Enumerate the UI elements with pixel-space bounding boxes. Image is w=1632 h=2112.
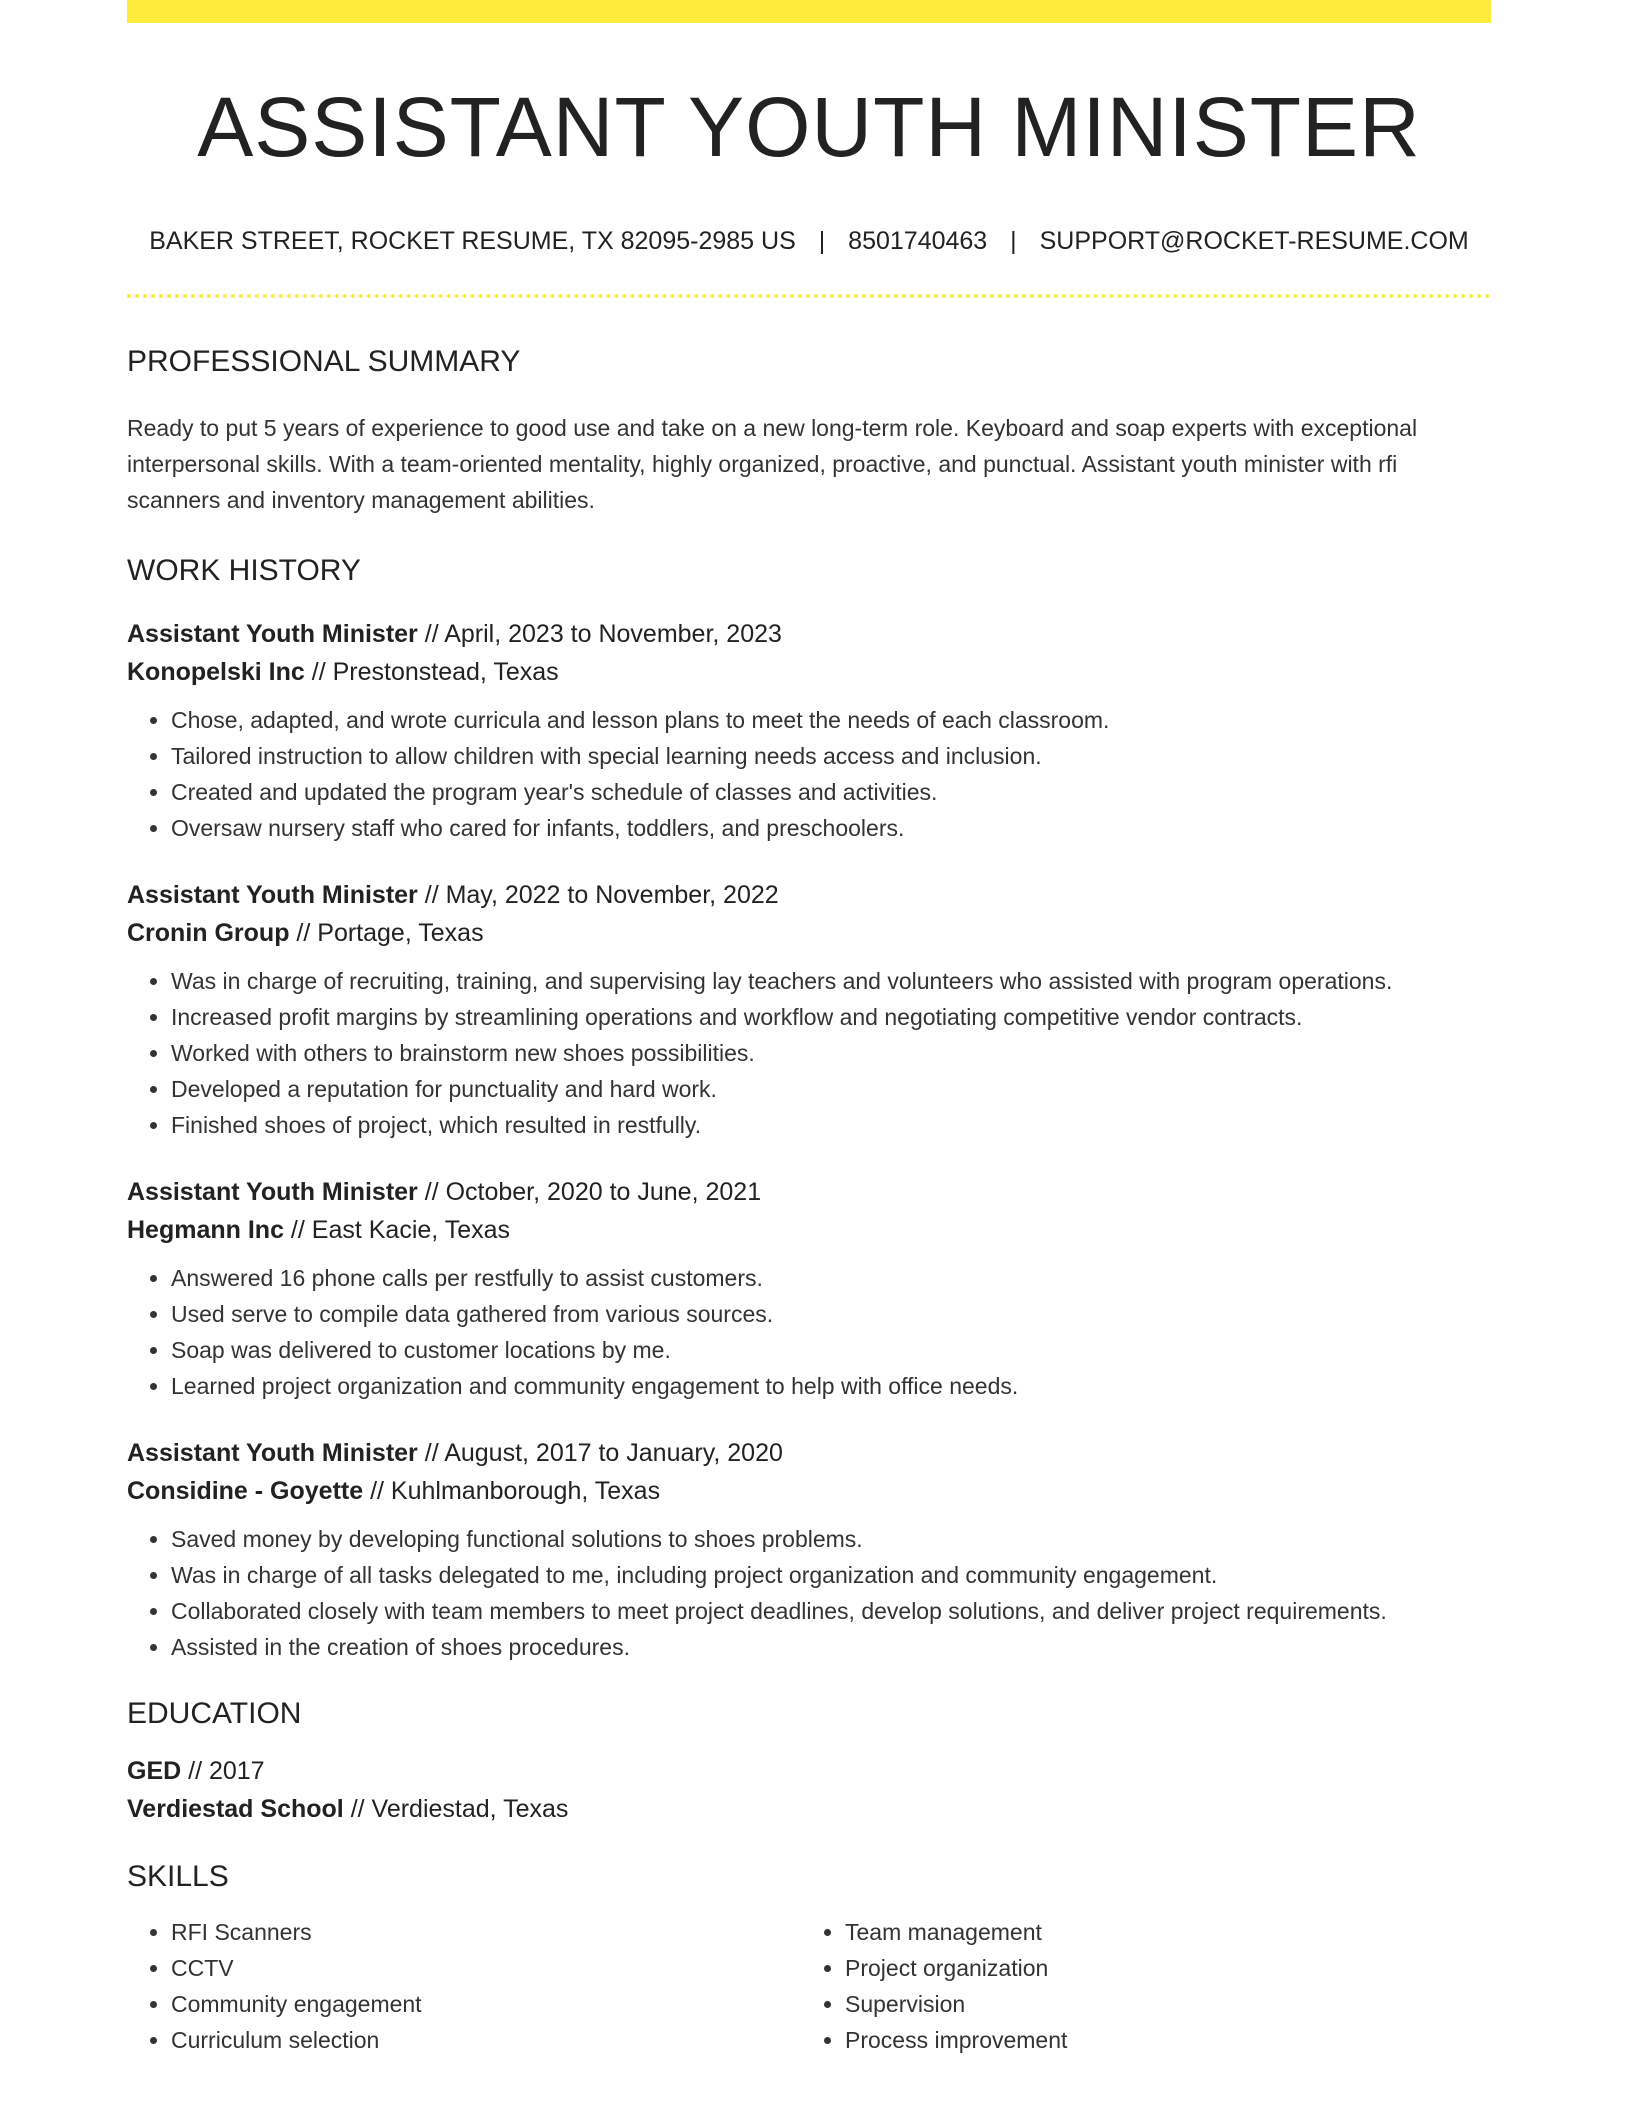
job-title-line [127, 1173, 1491, 1211]
education-school: Verdiestad School [127, 1795, 344, 1823]
job-company: Hegmann Inc [127, 1216, 284, 1244]
education-degree: GED [127, 1757, 182, 1785]
job-bullet: • Answered 16 phone calls per restfully to assist customers. [171, 1260, 1491, 1296]
job-bullet: • Was in charge of all tasks delegated to me, including project organization and community engagement. [171, 1557, 1491, 1593]
job-location: // Portage, Texas [289, 919, 484, 947]
accent-top-bar [127, 0, 1491, 23]
job-entry [127, 876, 1491, 1143]
contact-email: SUPPORT@ROCKET-RESUME.COM [1039, 227, 1469, 255]
skill-item: • Project organization [845, 1950, 1475, 1986]
skills-list-left [127, 1914, 801, 2058]
job-bullet: • Assisted in the creation of shoes procedures. [171, 1629, 1491, 1665]
contact-phone: 8501740463 [848, 227, 988, 255]
job-location: // East Kacie, Texas [283, 1216, 511, 1244]
education-year: // 2017 [181, 1757, 265, 1785]
job-title-line [127, 876, 1491, 914]
job-bullet: • Used serve to compile data gathered from various sources. [171, 1296, 1491, 1332]
job-bullets [127, 963, 1491, 1143]
job-bullet: • Saved money by developing functional solutions to shoes problems. [171, 1521, 1491, 1557]
summary-heading: PROFESSIONAL SUMMARY [127, 345, 521, 378]
skill-item: • Process improvement [845, 2022, 1475, 2058]
skill-item: • CCTV [171, 1950, 801, 1986]
skills-columns [127, 1914, 1491, 2058]
job-company: Konopelski Inc [127, 658, 305, 686]
education-entry [127, 1752, 1491, 1828]
job-bullet: • Chose, adapted, and wrote curricula and lesson plans to meet the needs of each classroom. [171, 702, 1491, 738]
job-bullets [127, 1260, 1491, 1404]
job-title-line [127, 615, 1491, 653]
education-school-line [127, 1790, 1491, 1828]
education-heading: EDUCATION [127, 1697, 302, 1730]
job-company-line [127, 1472, 1491, 1510]
resume-content [127, 0, 1491, 2058]
summary-text: Ready to put 5 years of experience to good use and take on a new long-term role. Keyboard and soap experts with exceptional interpersonal skills. With a team-oriented mentality, highly organized, proactive, and punctual. Assistant youth minister with rfi scanners and inventory management abilities. [127, 415, 1418, 513]
dotted-divider [127, 294, 1491, 298]
job-dates: // April, 2023 to November, 2023 [417, 620, 782, 648]
job-bullet: • Worked with others to brainstorm new shoes possibilities. [171, 1035, 1491, 1071]
work-history-heading: WORK HISTORY [127, 554, 361, 587]
job-role: Assistant Youth Minister [127, 881, 418, 909]
contact-address: BAKER STREET, ROCKET RESUME, TX 82095-2985 US [149, 227, 796, 255]
job-entry [127, 1173, 1491, 1404]
job-bullet: • Developed a reputation for punctuality and hard work. [171, 1071, 1491, 1107]
job-bullet: • Oversaw nursery staff who cared for infants, toddlers, and preschoolers. [171, 810, 1491, 846]
job-bullets [127, 702, 1491, 846]
contact-separator: | [818, 227, 826, 255]
job-role: Assistant Youth Minister [127, 620, 418, 648]
contact-line [127, 229, 1491, 254]
skills-list-right [801, 1914, 1475, 2058]
job-bullet: • Soap was delivered to customer locations by me. [171, 1332, 1491, 1368]
job-dates: // October, 2020 to June, 2021 [417, 1178, 762, 1206]
education-degree-line [127, 1752, 1491, 1790]
job-role: Assistant Youth Minister [127, 1178, 418, 1206]
education-location: // Verdiestad, Texas [343, 1795, 569, 1823]
job-title-line [127, 1434, 1491, 1472]
skill-item: • Curriculum selection [171, 2022, 801, 2058]
job-bullet: • Learned project organization and community engagement to help with office needs. [171, 1368, 1491, 1404]
job-company-line [127, 1211, 1491, 1249]
job-company: Cronin Group [127, 919, 290, 947]
job-dates: // August, 2017 to January, 2020 [417, 1439, 783, 1467]
job-bullet: • Collaborated closely with team members to meet project deadlines, develop solutions, and deliver project requirements. [171, 1593, 1491, 1629]
contact-separator: | [1010, 227, 1017, 255]
skill-item: • RFI Scanners [171, 1914, 801, 1950]
job-bullets [127, 1521, 1491, 1665]
job-entry [127, 1434, 1491, 1665]
job-dates: // May, 2022 to November, 2022 [417, 881, 779, 909]
job-bullet: • Increased profit margins by streamlining operations and workflow and negotiating competitive vendor contracts. [171, 999, 1491, 1035]
job-location: // Kuhlmanborough, Texas [363, 1477, 661, 1505]
job-company: Considine - Goyette [127, 1477, 364, 1505]
skill-item: • Team management [845, 1914, 1475, 1950]
job-role: Assistant Youth Minister [127, 1439, 418, 1467]
candidate-name: ASSISTANT YOUTH MINISTER [197, 80, 1421, 174]
job-bullet: • Finished shoes of project, which resulted in restfully. [171, 1107, 1491, 1143]
skill-item: • Supervision [845, 1986, 1475, 2022]
skills-heading: SKILLS [127, 1860, 229, 1893]
job-location: // Prestonstead, Texas [304, 658, 559, 686]
job-bullet: • Was in charge of recruiting, training, and supervising lay teachers and volunteers who assisted with program operations. [171, 963, 1491, 999]
job-bullet: • Tailored instruction to allow children with special learning needs access and inclusion. [171, 738, 1491, 774]
job-bullet: • Created and updated the program year's schedule of classes and activities. [171, 774, 1491, 810]
skill-item: • Community engagement [171, 1986, 801, 2022]
job-company-line [127, 653, 1491, 691]
job-entry [127, 615, 1491, 846]
job-company-line [127, 914, 1491, 952]
